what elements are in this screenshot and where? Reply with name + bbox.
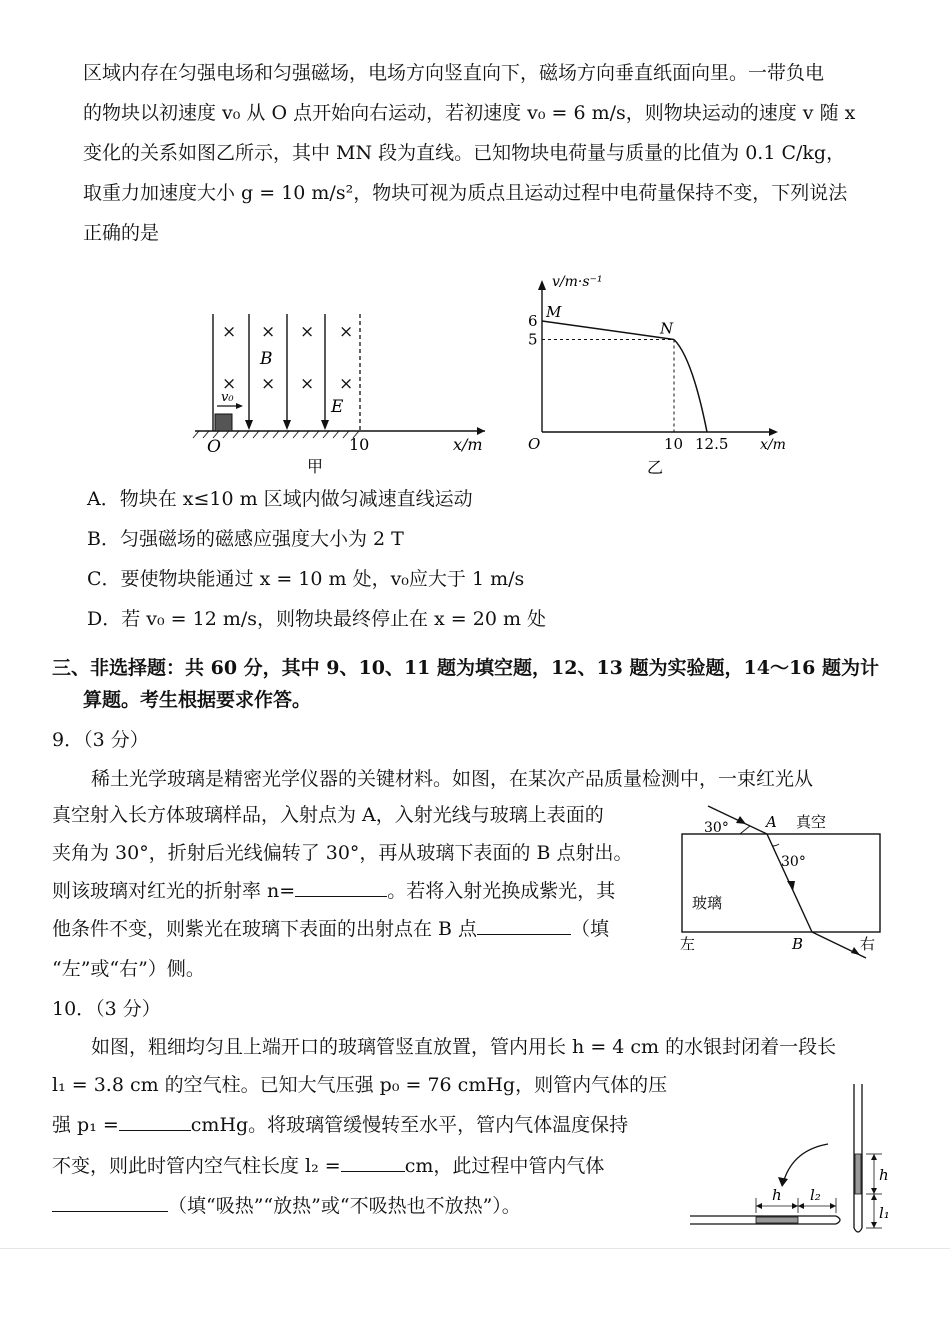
caption-yi: 乙 xyxy=(647,458,664,477)
q9-line-6: “左”或“右”）侧。 xyxy=(52,958,205,980)
segment-mn xyxy=(542,321,674,340)
option-b: B．匀强磁场的磁感应强度大小为 2 T xyxy=(87,528,404,550)
q10-head: 10．（3 分） xyxy=(52,998,161,1020)
h-label-horizontal: h xyxy=(772,1186,782,1204)
b-field-cross: × xyxy=(222,322,237,342)
h-label-vertical: h xyxy=(879,1166,889,1184)
q9-line-4b: 。若将入射光换成紫光，其 xyxy=(387,880,616,902)
q10-line-4b: cm，此过程中管内气体 xyxy=(404,1155,605,1177)
right-label: 右 xyxy=(860,935,876,953)
q9-answer-blank-2[interactable] xyxy=(477,916,571,935)
vacuum-label: 真空 xyxy=(796,813,827,831)
block xyxy=(215,414,232,431)
option-a: A．物块在 x≤10 m 区域内做匀减速直线运动 xyxy=(87,488,473,510)
q10-line-5 xyxy=(52,1193,521,1219)
mercury-horizontal xyxy=(756,1217,798,1223)
q10-line-3b: cmHg。将玻璃管缓慢转至水平，管内气体温度保持 xyxy=(190,1114,629,1136)
option-d: D．若 v₀ = 12 m/s，则物块最终停止在 x = 20 m 处 xyxy=(87,608,547,630)
point-m-label: M xyxy=(546,303,562,321)
page-divider xyxy=(0,1248,950,1249)
y-tick-5: 5 xyxy=(528,330,538,349)
q10-answer-blank-1[interactable] xyxy=(119,1112,191,1131)
l1-label: l₁ xyxy=(879,1204,890,1222)
b-field-cross: × xyxy=(261,374,276,394)
q10-line-3a: 强 p₁ = xyxy=(52,1114,119,1136)
x-tick-10: 10 xyxy=(664,435,684,453)
b-label: B xyxy=(260,349,273,369)
q10-answer-blank-3[interactable] xyxy=(52,1193,168,1212)
figure-yi-chart xyxy=(520,262,800,482)
x-axis-label: x/m xyxy=(453,435,483,454)
l2-label: l₂ xyxy=(810,1186,821,1204)
e-label: E xyxy=(331,397,344,417)
origin-label: O xyxy=(207,437,221,457)
intro-line-5: 正确的是 xyxy=(83,222,160,244)
q10-answer-blank-2[interactable] xyxy=(341,1153,405,1172)
x-tick-12-5: 12.5 xyxy=(695,435,729,453)
b-field-cross: × xyxy=(222,374,237,394)
section3-line-2: 算题。考生根据要求作答。 xyxy=(83,689,312,711)
caption-jia: 甲 xyxy=(307,457,324,476)
q9-line-1: 稀土光学玻璃是精密光学仪器的关键材料。如图，在某次产品质量检测中，一束红光从 xyxy=(91,768,814,790)
intro-line-1: 区域内存在匀强电场和匀强磁场，电场方向竖直向下，磁场方向垂直纸面向里。一带负电 xyxy=(83,62,825,84)
b-field-cross: × xyxy=(300,374,315,394)
q10-line-1: 如图，粗细均匀且上端开口的玻璃管竖直放置，管内用长 h = 4 cm 的水银封闭着一段长 xyxy=(91,1036,837,1058)
q10-line-3 xyxy=(52,1112,628,1138)
tick-10: 10 xyxy=(349,435,370,454)
q9-line-4a: 则该玻璃对红光的折射率 n= xyxy=(52,880,296,902)
figure-jia xyxy=(185,300,505,480)
y-axis-label: v/m·s⁻¹ xyxy=(552,274,603,290)
q9-line-2: 真空射入长方体玻璃样品，入射点为 A，入射光线与玻璃上表面的 xyxy=(52,804,604,826)
q10-line-4 xyxy=(52,1153,604,1179)
origin-label: O xyxy=(528,435,541,453)
intro-line-2: 的物块以初速度 v₀ 从 O 点开始向右运动，若初速度 v₀ = 6 m/s，则物块运动的速度 v 随 x xyxy=(83,102,856,124)
left-label: 左 xyxy=(680,935,696,953)
option-c: C．要使物块能通过 x = 10 m 处，v₀应大于 1 m/s xyxy=(87,568,525,590)
q9-line-5 xyxy=(52,916,609,942)
glass-label: 玻璃 xyxy=(692,894,723,912)
angle-30-deviation: 30° xyxy=(781,854,806,870)
q9-head: 9．（3 分） xyxy=(52,729,149,751)
intro-line-4: 取重力加速度大小 g = 10 m/s²，物块可视为质点且运动过程中电荷量保持不变，下列说法 xyxy=(83,182,848,204)
point-a-label: A xyxy=(766,813,777,831)
glass-block xyxy=(682,834,880,932)
b-field-cross: × xyxy=(339,322,354,342)
point-n-label: N xyxy=(660,319,674,338)
rotation-arrow xyxy=(784,1144,828,1180)
q9-line-5b: （填 xyxy=(571,918,610,940)
point-b-label: B xyxy=(792,935,804,953)
q10-line-2: l₁ = 3.8 cm 的空气柱。已知大气压强 p₀ = 76 cmHg，则管内气体的压 xyxy=(52,1074,668,1096)
q9-answer-blank-1[interactable] xyxy=(295,878,387,897)
angle-30-incident: 30° xyxy=(704,820,729,836)
q10-line-4a: 不变，则此时管内空气柱长度 l₂ = xyxy=(52,1155,341,1177)
q9-line-5a: 他条件不变，则紫光在玻璃下表面的出射点在 B 点 xyxy=(52,918,478,940)
y-tick-6: 6 xyxy=(528,312,538,330)
intro-line-3: 变化的关系如图乙所示，其中 MN 段为直线。已知物块电荷量与质量的比值为 0.1 C/kg， xyxy=(83,142,846,164)
q9-line-4 xyxy=(52,878,615,904)
section3-line-1: 三、非选择题：共 60 分，其中 9、10、11 题为填空题，12、13 题为实验题，14～16 题为计 xyxy=(52,657,879,679)
figure-glass-tube xyxy=(686,1080,906,1240)
b-field-cross: × xyxy=(300,322,315,342)
b-field-cross: × xyxy=(261,322,276,342)
figure-refraction xyxy=(676,796,896,968)
q10-line-5: （填“吸热”“放热”或“不吸热也不放热”）。 xyxy=(168,1195,521,1217)
v0-label: v₀ xyxy=(221,390,234,405)
x-axis-label: x/m xyxy=(760,437,786,453)
mercury-vertical xyxy=(855,1154,861,1194)
b-field-cross: × xyxy=(339,374,354,394)
segment-curve xyxy=(674,340,707,433)
q9-line-3: 夹角为 30°，折射后光线偏转了 30°，再从玻璃下表面的 B 点射出。 xyxy=(52,842,633,864)
